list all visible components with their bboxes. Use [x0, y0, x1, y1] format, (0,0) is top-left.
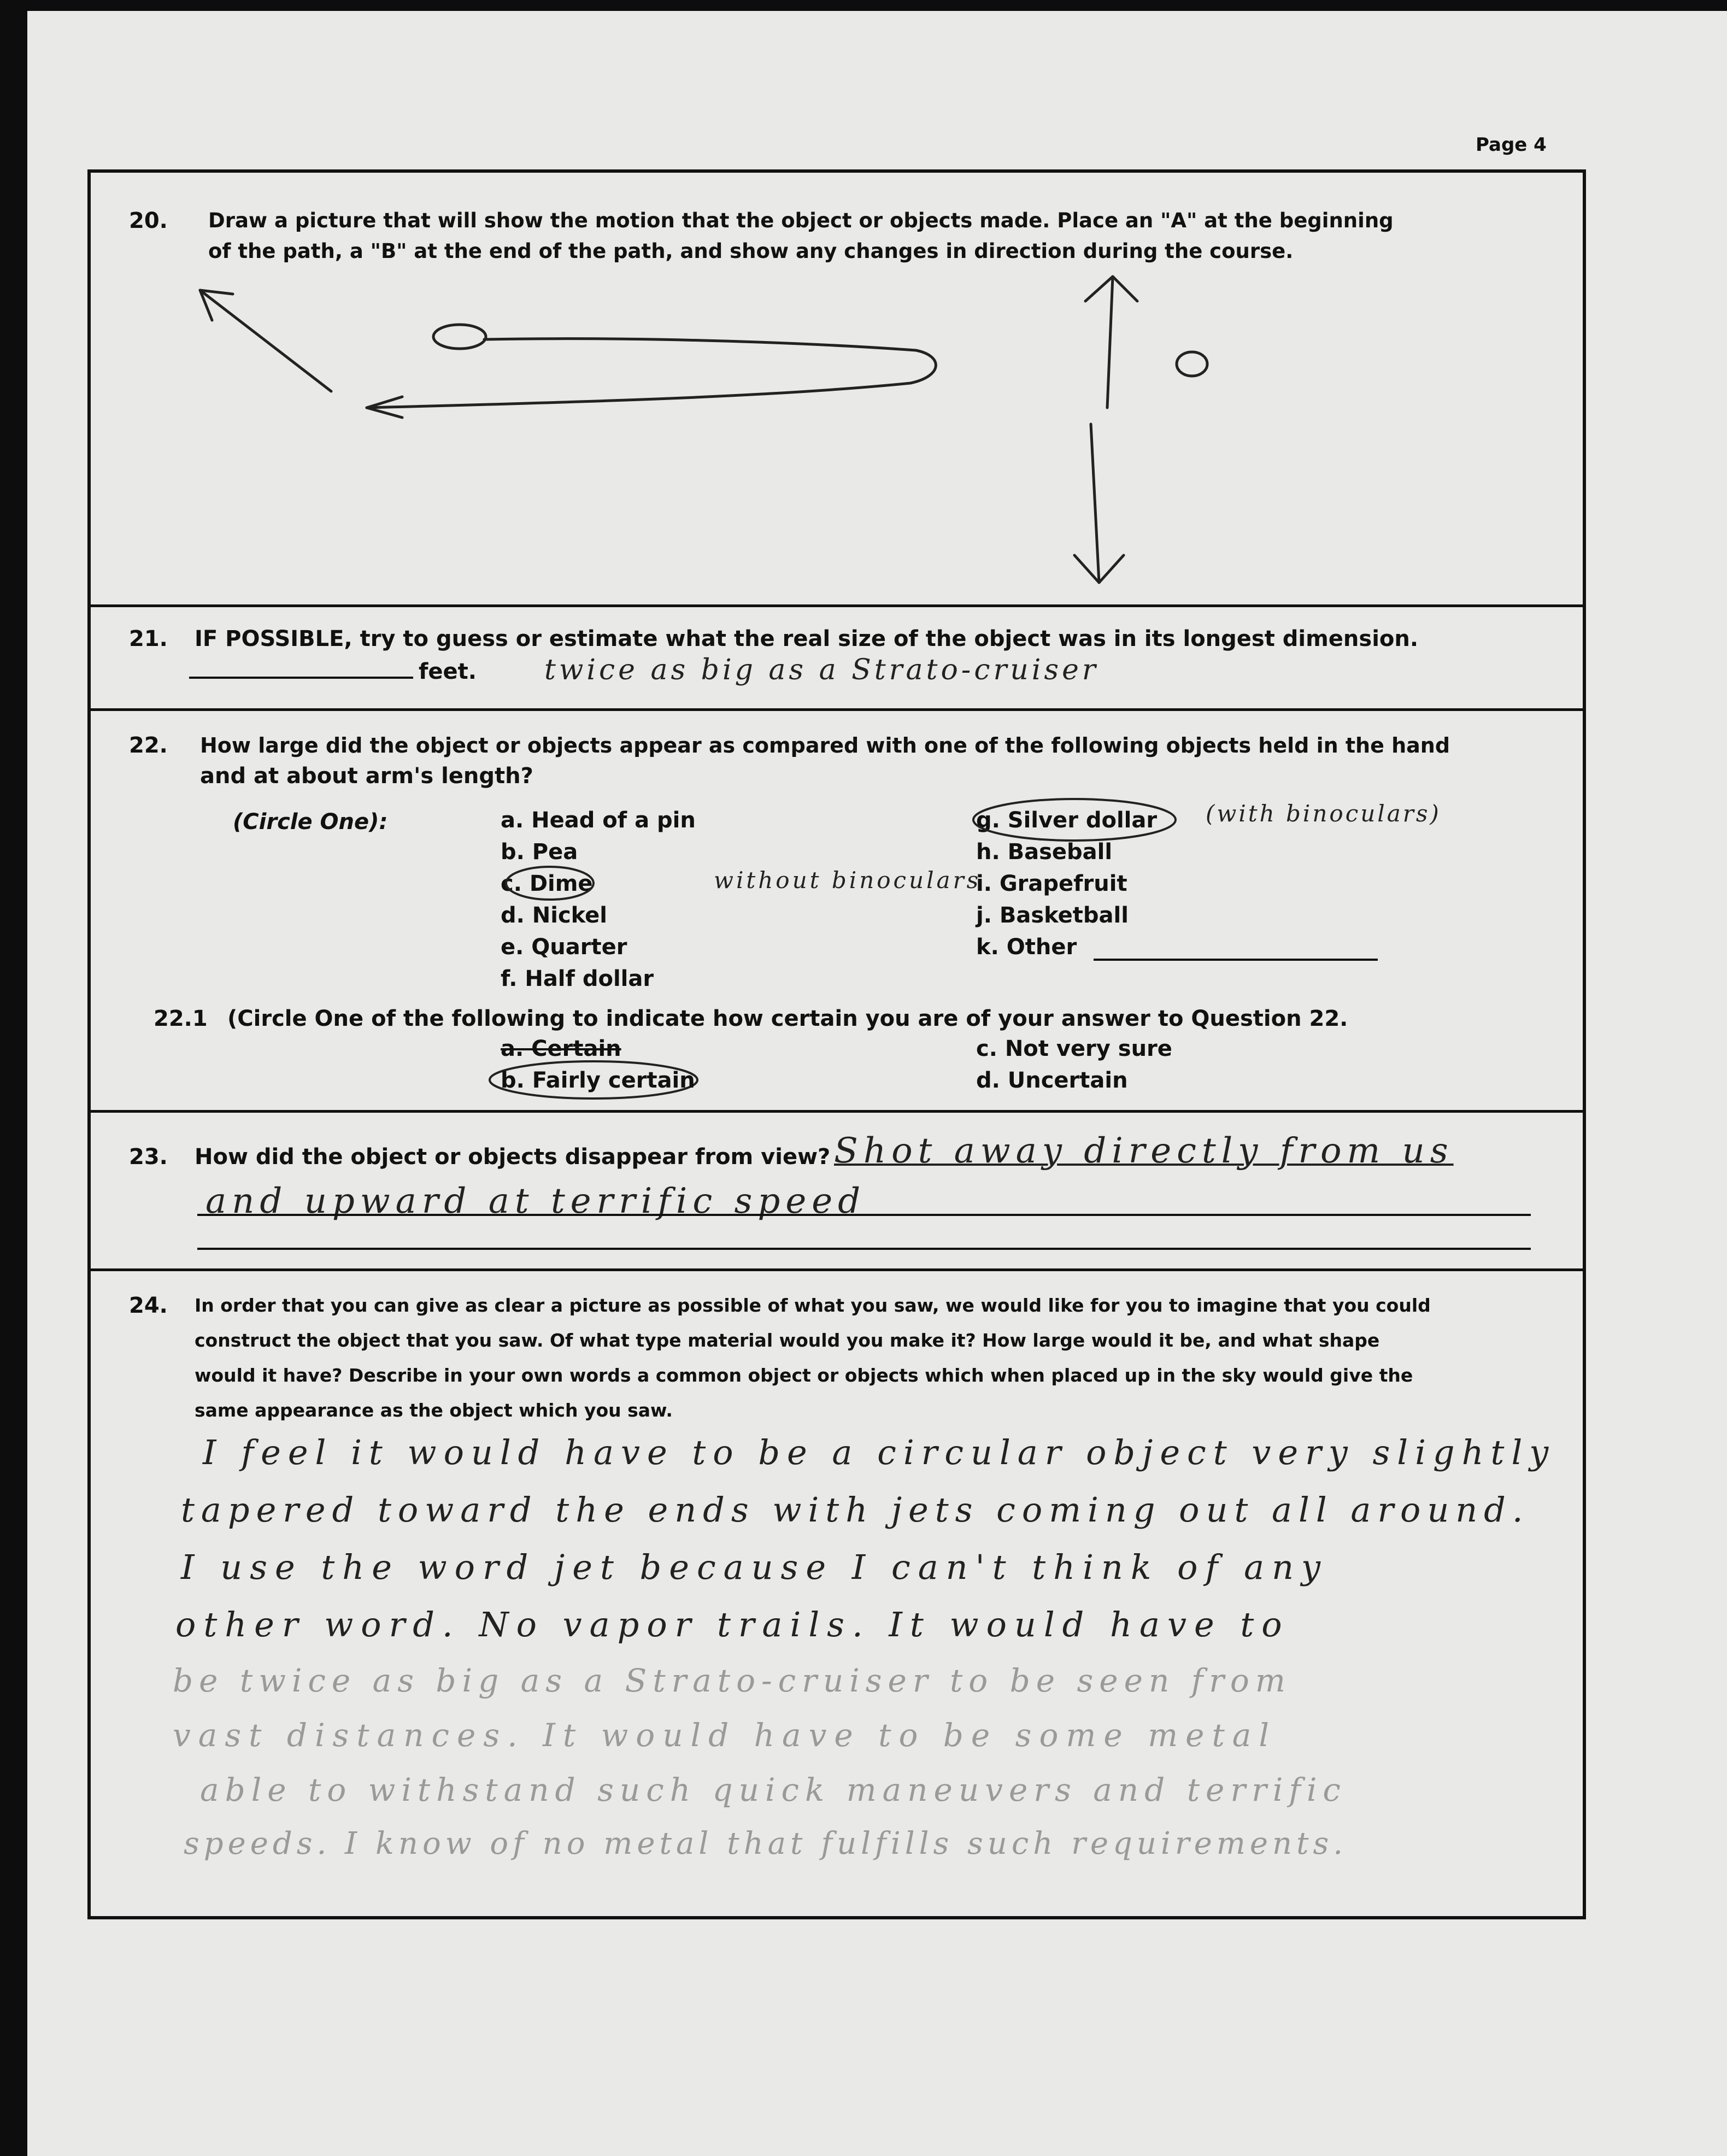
question-21: [91, 604, 1583, 711]
q24-text-line2: construct the object that you saw. Of what type material would you make it? How large would it be, and what shape: [195, 1330, 1380, 1351]
q22-1-text: (Circle One of the following to indicate how certain you are of your answer to Question 22.: [227, 1006, 1348, 1031]
q22-option-b: b. Pea: [501, 839, 578, 865]
q24-answer-line1: I feel it would have to be a circular object very slightly: [203, 1432, 1556, 1472]
circle-dime: [506, 867, 594, 900]
q22-option-e: e. Quarter: [501, 935, 627, 960]
q22-option-f: f. Half dollar: [501, 966, 654, 991]
q21-text: IF POSSIBLE, try to guess or estimate what the real size of the object was in its longest dimension.: [195, 626, 1419, 651]
q22-option-i: i. Grapefruit: [976, 871, 1127, 896]
q22-1-option-d: d. Uncertain: [976, 1068, 1128, 1093]
q24-text-line3: would it have? Describe in your own words a common object or objects which when placed up in the sky would give the: [195, 1365, 1413, 1386]
q24-answer-line7: able to withstand such quick maneuvers and terrific: [200, 1771, 1347, 1808]
question-23: [91, 1110, 1583, 1271]
q24-answer-line3: I use the word jet because I can't think of any: [181, 1547, 1329, 1587]
page-number: Page 4: [1476, 134, 1547, 156]
q24-answer-line6: vast distances. It would have to be some metal: [173, 1717, 1277, 1754]
q20-text-line2: of the path, a "B" at the end of the path, and show any changes in direction during the course.: [208, 239, 1294, 263]
q22-number: 22.: [129, 733, 168, 758]
sketch-diagonal-path: [200, 290, 331, 391]
q21-unit: feet.: [419, 659, 477, 684]
sketch-vertical-down: [1091, 424, 1099, 583]
q22-text-line1: How large did the object or objects appear as compared with one of the following objects held in the hand: [200, 733, 1450, 757]
q23-answer-rule1: [197, 1214, 1531, 1216]
q20-text-line1: Draw a picture that will show the motion that the object or objects made. Place an "A" at the beginning: [208, 209, 1394, 232]
q21-number: 21.: [129, 626, 168, 651]
q24-answer-line4: other word. No vapor trails. It would have to: [175, 1605, 1290, 1644]
question-20: [91, 173, 1583, 607]
q24-text-line1: In order that you can give as clear a picture as possible of what you saw, we would like for you to imagine that you could: [195, 1295, 1431, 1316]
q22-option-a: a. Head of a pin: [501, 808, 696, 833]
q20-number: 20.: [129, 208, 168, 233]
q22-text-line2: and at about arm's length?: [200, 763, 533, 789]
q22-note-dime: without binoculars: [714, 867, 982, 894]
q22-circle-marks: [91, 708, 1583, 1110]
q22-note-silver: (with binoculars): [1206, 800, 1441, 827]
circle-silver-dollar: [973, 799, 1176, 841]
q23-answer-line2: and upward at terrific speed: [205, 1181, 866, 1221]
q22-option-j: j. Basketball: [976, 903, 1129, 928]
q21-answer-line: [189, 677, 413, 679]
q24-answer-line2: tapered toward the ends with jets coming out all around.: [181, 1490, 1530, 1530]
q24-number: 24.: [129, 1293, 168, 1318]
sketch-object-loop: [433, 325, 486, 349]
question-22: [91, 708, 1583, 1113]
q21-handwritten-answer: twice as big as a Strato-cruiser: [544, 654, 1099, 686]
q23-answer-line1: Shot away directly from us: [834, 1131, 1454, 1171]
q24-answer-line5: be twice as big as a Strato-cruiser to be seen from: [173, 1662, 1291, 1699]
q22-option-k: k. Other: [976, 935, 1077, 960]
questionnaire-box: [87, 169, 1586, 1919]
q23-answer-rule2: [197, 1248, 1531, 1250]
sketch-object-circle: [1177, 352, 1207, 376]
motion-sketch: [91, 173, 1583, 604]
q22-option-h: h. Baseball: [976, 839, 1113, 865]
q24-answer-line8: speeds. I know of no metal that fulfills such requirements.: [184, 1826, 1348, 1861]
document-page: [27, 11, 1727, 2156]
q22-1-option-a: a. Certain: [501, 1036, 621, 1061]
q22-option-d: d. Nickel: [501, 903, 608, 928]
question-24: [91, 1268, 1583, 1916]
q23-number: 23.: [129, 1144, 168, 1170]
q24-text-line4: same appearance as the object which you saw.: [195, 1400, 673, 1421]
q22-1-option-b: b. Fairly certain: [501, 1068, 695, 1093]
q22-option-c: c. Dime: [501, 871, 593, 896]
q22-option-g: g. Silver dollar: [976, 808, 1158, 833]
q22-instruction: (Circle One):: [233, 809, 388, 835]
q22-1-number: 22.1: [154, 1006, 208, 1031]
sketch-vertical-up: [1107, 277, 1113, 408]
q22-1-option-c: c. Not very sure: [976, 1036, 1172, 1061]
q23-text: How did the object or objects disappear from view?: [195, 1144, 831, 1170]
